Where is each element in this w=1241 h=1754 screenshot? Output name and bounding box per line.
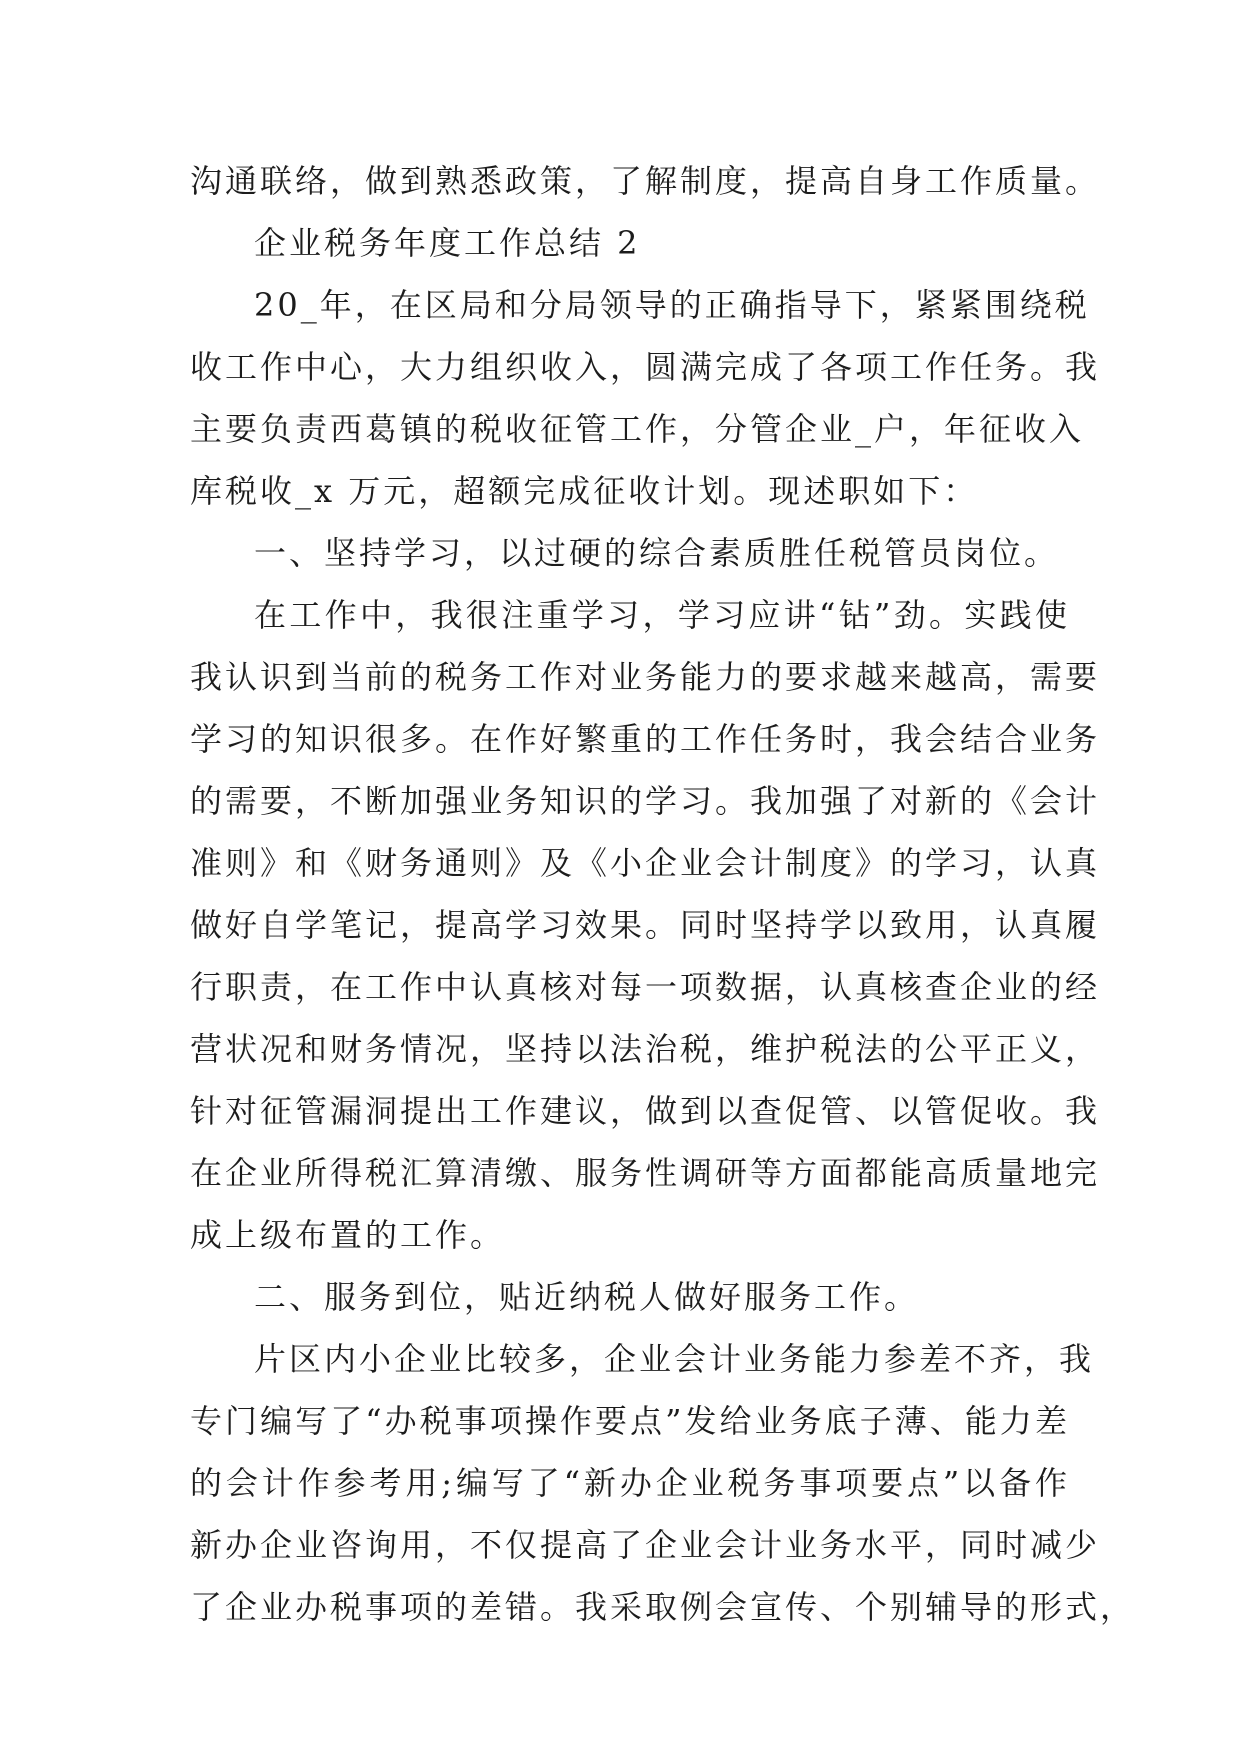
text-line: 了企业办税事项的差错。我采取例会宣传、个别辅导的形式， (190, 1588, 1136, 1626)
text-line: 沟通联络，做到熟悉政策，了解制度，提高自身工作质量。 (190, 162, 1101, 200)
text-line: 在工作中，我很注重学习，学习应讲“钻”劲。实践使 (254, 596, 1070, 634)
section-heading: 二、服务到位，贴近纳税人做好服务工作。 (254, 1278, 920, 1316)
text-line: 针对征管漏洞提出工作建议，做到以查促管、以管促收。我 (190, 1092, 1101, 1130)
text-line: 在企业所得税汇算清缴、服务性调研等方面都能高质量地完 (190, 1154, 1101, 1192)
text-line: 收工作中心，大力组织收入，圆满完成了各项工作任务。我 (190, 348, 1101, 386)
text-line: 主要负责西葛镇的税收征管工作，分管企业_户，年征收入 (190, 410, 1085, 448)
text-line: 营状况和财务情况，坚持以法治税，维护税法的公平正义， (190, 1030, 1101, 1068)
text-line: 库税收_x 万元，超额完成征收计划。现述职如下： (190, 472, 979, 510)
section-title: 企业税务年度工作总结 2 (254, 224, 641, 262)
text-line: 行职责，在工作中认真核对每一项数据，认真核查企业的经 (190, 968, 1101, 1006)
text-line: 成上级布置的工作。 (190, 1216, 506, 1254)
text-line: 的会计作参考用;编写了“新办企业税务事项要点”以备作 (190, 1464, 1070, 1502)
text-line: 的需要，不断加强业务知识的学习。我加强了对新的《会计 (190, 782, 1101, 820)
document-body (190, 150, 1136, 1638)
text-line: 我认识到当前的税务工作对业务能力的要求越来越高，需要 (190, 658, 1101, 696)
section-heading: 一、坚持学习，以过硬的综合素质胜任税管员岗位。 (254, 534, 1060, 572)
text-line: 片区内小企业比较多，企业会计业务能力参差不齐，我 (254, 1340, 1095, 1378)
text-line: 20_年，在区局和分局领导的正确指导下，紧紧围绕税 (254, 286, 1090, 324)
text-line: 学习的知识很多。在作好繁重的工作任务时，我会结合业务 (190, 720, 1101, 758)
text-line: 专门编写了“办税事项操作要点”发给业务底子薄、能力差 (190, 1402, 1070, 1440)
text-line: 做好自学笔记，提高学习效果。同时坚持学以致用，认真履 (190, 906, 1101, 944)
text-line: 新办企业咨询用，不仅提高了企业会计业务水平，同时减少 (190, 1526, 1101, 1564)
text-line: 准则》和《财务通则》及《小企业会计制度》的学习，认真 (190, 844, 1101, 882)
